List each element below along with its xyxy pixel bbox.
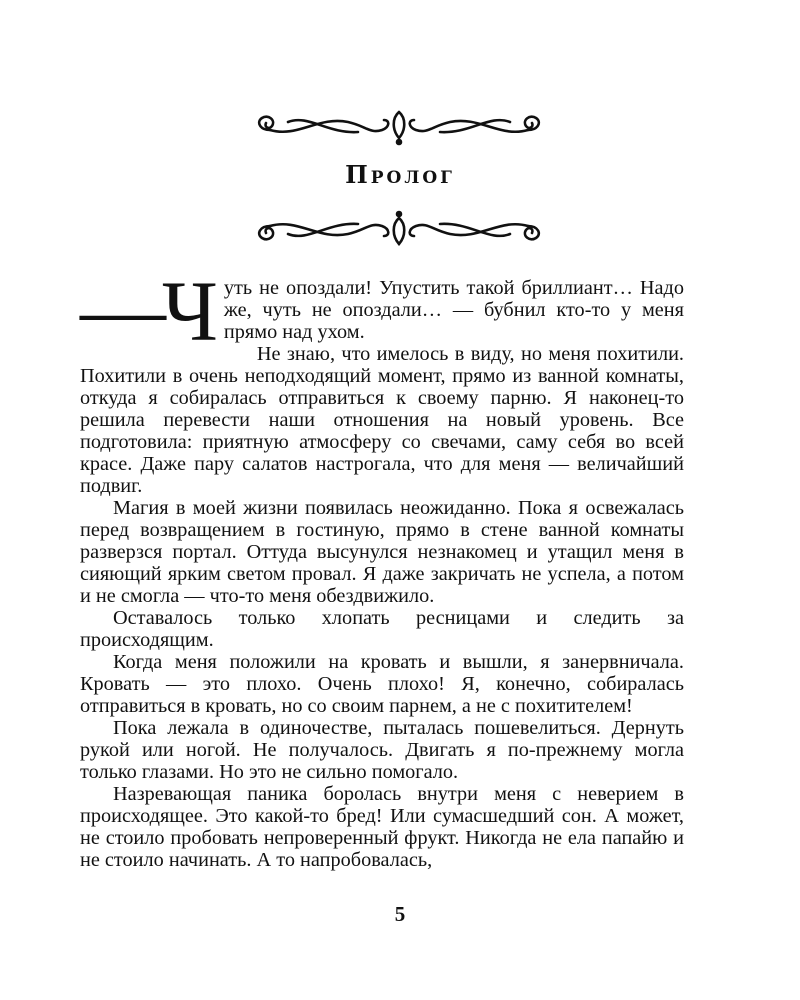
opening-paragraph: [80, 261, 684, 359]
paragraph: Не знаю, что имелось в виду, но меня похитили. Похитили в очень неподходящий момент, прямо из ванной комнаты, откуда я собиралась отправиться к своему парню. Я наконец-то решила перевести наши отношения на новый уровень. Все подготовила: приятную атмосферу со свечами, саму себя во всей красе. Даже пару салатов настрогала, что для меня — величайший подвиг.: [80, 343, 684, 497]
drop-cap-letter: Ч: [162, 263, 218, 359]
scroll-ornament-top: [248, 108, 550, 146]
chapter-title: Пролог: [345, 160, 455, 189]
drop-cap: [80, 261, 218, 359]
drop-cap-dash: —: [80, 261, 162, 357]
paragraph: Магия в моей жизни появилась неожиданно. Пока я освежалась перед возвращением в гостиную, прямо в стене ванной комнаты разверзся портал. Оттуда высунулся незнакомец и утащил меня в сияющий ярким светом провал. Я даже закричать не успела, а потом и не смогла — что-то меня обездвижило.: [80, 497, 684, 607]
body-text: [80, 261, 684, 871]
scroll-ornament-bottom: [248, 210, 550, 248]
paragraph: Оставалось только хлопать ресницами и следить за происходящим.: [80, 607, 684, 651]
paragraph: Когда меня положили на кровать и вышли, я занервничала. Кровать — это плохо. Очень плохо! Я, конечно, собиралась отправиться в кровать, но со своим парнем, а не с похитителем!: [80, 651, 684, 717]
paragraph: Назревающая паника боролась внутри меня с неверием в происходящее. Это какой-то бред! Или сумасшедший сон. А может, не стоило пробовать непроверенный фрукт. Никогда не ела папайю и не стоило начинать. А то напробовалась,: [80, 783, 684, 871]
page-number: 5: [394, 902, 406, 926]
opening-text: уть не опоздали! Упустить такой бриллиант… Надо же, чуть не опоздали… — бубнил кто-то у меня прямо над ухом.: [223, 277, 684, 343]
paragraph: Пока лежала в одиночестве, пыталась пошевелиться. Дернуть рукой или ногой. Не получалось. Двигать я по-прежнему могла только глазами. Но это не сильно помогало.: [80, 717, 684, 783]
